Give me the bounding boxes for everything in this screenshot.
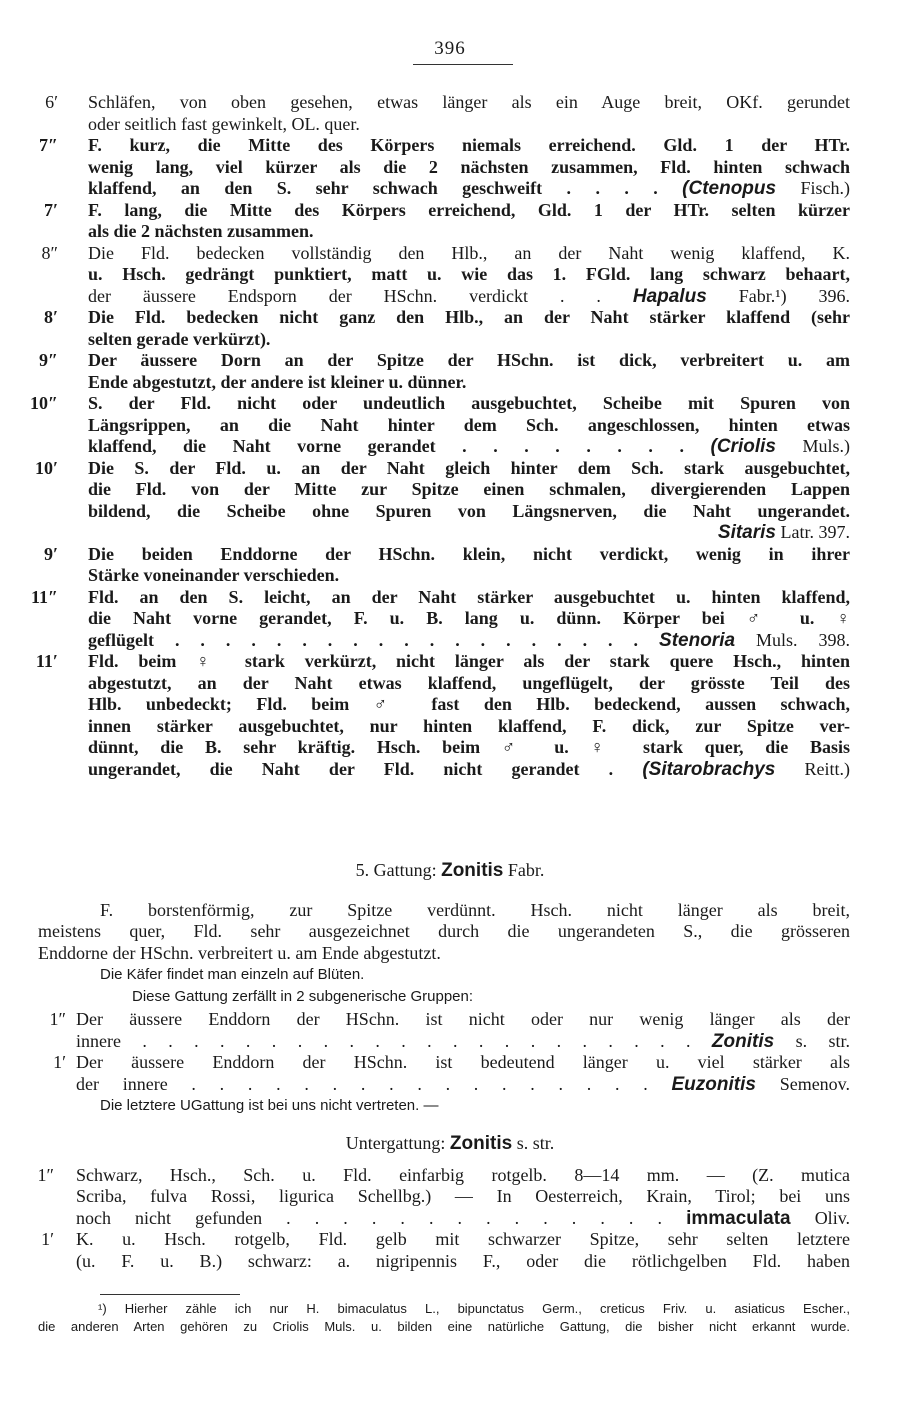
entry-line: F. kurz, die Mitte des Körpers niemals erreichend. Gld. 1 der HTr. <box>88 135 850 155</box>
footnote-line: ¹) Hierher zähle ich nur H. bimaculatus L., bipunctatus Germ., creticus Friv. u. asiaticus Escher., <box>98 1301 850 1316</box>
genus-name: Euzonitis <box>671 1073 756 1095</box>
couplet-number: 7′ <box>43 199 58 220</box>
entry-line: Der äussere Enddorn der HSchn. ist nicht oder nur wenig länger als der <box>76 1009 850 1029</box>
genus-name: Stenoria <box>659 629 736 651</box>
entry-line-with-taxon <box>88 759 850 781</box>
entry-line: S. der Fld. nicht oder undeutlich ausgebuchtet, Scheibe mit Spuren von <box>88 393 850 413</box>
taxon-author: Oliv. <box>814 1207 851 1228</box>
key-entry-11a <box>0 587 900 652</box>
entry-line: noch nicht gefunden . . . . . . . . . . . . . . <box>76 1207 662 1228</box>
key-entry-10a <box>0 393 900 458</box>
key-entry-7a <box>0 135 900 200</box>
entry-line: (u. F. u. B.) schwarz: a. nigripennis F., oder die rötlichgelben Fld. haben <box>76 1250 850 1271</box>
entry-line-with-taxon <box>88 178 850 200</box>
entry-line: oder seitlich fast gewinkelt, OL. quer. <box>88 113 360 134</box>
couplet-number: 9′ <box>43 543 58 564</box>
subgenus-entry-1b <box>0 1052 900 1095</box>
genus-name: Hapalus <box>632 285 707 307</box>
couplet-number: 10′ <box>34 457 58 478</box>
key-entry-11b <box>0 651 900 780</box>
entry-line: die Fld. von der Mitte zur Spitze einen schmalen, divergierenden Lappen <box>88 479 850 499</box>
entry-line-with-taxon <box>76 1208 850 1230</box>
entry-line: Scriba, fulva Rossi, ligurica Schellbg.) — In Oesterreich, Krain, Tirol; bei uns <box>76 1186 850 1206</box>
entry-line: abgestutzt, an der Naht etwas klaffend, ungeflügelt, der grösste Teil des <box>88 672 850 693</box>
entry-line: Der äussere Enddorn der HSchn. ist bedeutend länger u. viel stärker als <box>76 1052 850 1072</box>
genus-name: (Sitarobrachys <box>642 758 776 780</box>
couplet-number: 6′ <box>45 92 58 112</box>
key-entry-7b <box>0 200 900 243</box>
footnote-line: die anderen Arten gehören zu Criolis Muls. u. bilden eine natürliche Gattung, die bisher nicht erkannt wurde. <box>38 1319 850 1334</box>
description-line: Enddorne der HSchn. verbreitert u. am Ende abgestutzt. <box>38 942 441 963</box>
entry-line: u. Hsch. gedrängt punktiert, matt u. wie das 1. FGld. lang schwarz behaart, <box>88 264 850 284</box>
key-entry-6 <box>0 92 900 135</box>
entry-line: Längsrippen, an die Naht hinter dem Sch. angeschlossen, hinten etwas <box>88 414 850 435</box>
entry-line: Ende abgestutzt, der andere ist kleiner u. dünner. <box>88 371 467 392</box>
genus-name: Sitaris <box>717 522 776 543</box>
entry-line: klaffend, an den S. sehr schwach geschweift . . . . <box>88 178 658 198</box>
entry-line: K. u. Hsch. rotgelb, Fld. gelb mit schwarzer Spitze, sehr selten letztere <box>76 1229 850 1249</box>
taxon-author: Fisch.) <box>800 178 850 198</box>
section-genus: Zonitis <box>441 860 504 881</box>
entry-line: Stärke voneinander verschieden. <box>88 565 340 585</box>
key-entry-10b <box>0 458 900 544</box>
entry-line-with-taxon <box>88 436 850 458</box>
section-heading: 5. Gattung: Zonitis Fabr. <box>355 860 545 881</box>
entry-line: selten gerade verkürzt). <box>88 328 271 349</box>
entry-line: Schwarz, Hsch., Sch. u. Fld. einfarbig rotgelb. 8—14 mm. — (Z. mutica <box>76 1164 850 1185</box>
page-number: 396 <box>434 38 466 59</box>
genus-description <box>38 900 850 1008</box>
taxon-author: Muls.) <box>802 436 851 456</box>
genus-name: (Criolis <box>710 436 776 457</box>
entry-line: der innere . . . . . . . . . . . . . . . . . <box>76 1073 648 1094</box>
description-line: F. borstenförmig, zur Spitze verdünnt. Hsch. nicht länger als breit, <box>100 899 850 920</box>
couplet-number: 9″ <box>39 350 58 370</box>
entry-line: Die Fld. bedecken nicht ganz den Hlb., an der Naht stärker klaffend (sehr <box>88 307 850 327</box>
species-entry-1a <box>0 1165 900 1230</box>
couplet-number: 11″ <box>31 586 58 607</box>
taxon-author: s. str. <box>795 1030 850 1051</box>
subsection-genus: Zonitis <box>449 1133 513 1154</box>
couplet-number: 1′ <box>53 1052 66 1072</box>
couplet-number: 10″ <box>30 393 58 413</box>
couplet-number: 1″ <box>49 1009 66 1029</box>
genus-name: Zonitis <box>711 1030 775 1052</box>
note-line: Diese Gattung zerfällt in 2 subgenerische Gruppen: <box>132 987 474 1005</box>
description-line: meistens quer, Fld. sehr ausgezeichnet durch die ungerandeten S., die grösseren <box>38 921 850 941</box>
entry-line: dünnt, die B. sehr kräftig. Hsch. beim ♂ u. ♀ stark quer, die Basis <box>88 737 850 757</box>
taxon-author: Latr. 397. <box>780 522 850 542</box>
key-entry-8b <box>0 307 900 350</box>
key-entry-9a <box>0 350 900 393</box>
entry-line-with-taxon <box>88 630 850 652</box>
subgenus-section <box>0 1133 900 1272</box>
couplet-number: 1″ <box>37 1164 54 1185</box>
entry-line: Die S. der Fld. u. an der Naht gleich hinter dem Sch. stark ausgebuchtet, <box>88 457 850 478</box>
entry-line: geflügelt . . . . . . . . . . . . . . . . . . . <box>88 629 639 650</box>
entry-line: als die 2 nächsten zusammen. <box>88 221 314 241</box>
entry-line-with-taxon <box>76 1031 850 1053</box>
entry-line: bildend, die Scheibe ohne Spuren von Längsnerven, die Naht ungerandet. <box>88 500 850 521</box>
taxon-author: Fabr.¹) 396. <box>738 285 851 306</box>
entry-line: die Naht vorne gerandet, F. u. B. lang u. dünn. Körper bei ♂ u. ♀ <box>88 608 850 628</box>
key-entry-8a <box>0 243 900 308</box>
couplet-number: 1′ <box>41 1229 54 1249</box>
footnote-rule <box>100 1294 240 1295</box>
entry-line: Schläfen, von oben gesehen, etwas länger als ein Auge breit, OKf. gerundet <box>88 92 850 112</box>
subsection-heading: Untergattung: Zonitis s. str. <box>345 1133 555 1154</box>
footnote <box>38 1300 850 1336</box>
entry-line: Die beiden Enddorne der HSchn. klein, nicht verdickt, wenig in ihrer <box>88 543 850 564</box>
entry-line: Der äussere Dorn an der Spitze der HSchn. ist dick, verbreitert u. am <box>88 350 850 370</box>
entry-line: ungerandet, die Naht der Fld. nicht gerandet . <box>88 758 614 779</box>
key-entry-9b <box>0 544 900 587</box>
genus-section <box>0 860 900 1117</box>
taxon-author: Muls. 398. <box>756 629 851 650</box>
species-name: immaculata <box>686 1207 791 1229</box>
entry-line: wenig lang, viel kürzer als die 2 nächsten zusammen, Fld. hinten schwach <box>88 156 850 177</box>
note-line: Die Käfer findet man einzeln auf Blüten. <box>100 966 365 983</box>
couplet-number: 8″ <box>41 242 58 263</box>
entry-line: innen stärker ausgebuchtet, nur hinten klaffend, F. dick, zur Spitze ver- <box>88 715 850 736</box>
species-entry-1b <box>0 1229 900 1272</box>
couplet-number: 7″ <box>39 135 58 155</box>
subgenus-entry-1a <box>0 1009 900 1052</box>
genus-name: (Ctenopus <box>682 178 777 199</box>
entry-line: Fld. an den S. leicht, an der Naht stärker ausgebuchtet u. hinten klaffend, <box>88 586 850 607</box>
couplet-number: 11′ <box>35 651 58 671</box>
key-entries <box>0 92 900 780</box>
taxon-author: Semenov. <box>779 1073 851 1094</box>
taxon-line <box>88 522 850 544</box>
taxon-author: Reitt.) <box>804 758 851 779</box>
entry-line: Die Fld. bedecken vollständig den Hlb., an der Naht wenig klaffend, K. <box>88 242 850 263</box>
entry-line-with-taxon <box>88 286 850 308</box>
page-number-rule <box>413 64 513 65</box>
entry-line: Fld. beim ♀ stark verkürzt, nicht länger als der stark quere Hsch., hinten <box>88 651 850 671</box>
entry-line: Hlb. unbedeckt; Fld. beim ♂ fast den Hlb. bedeckend, aussen schwach, <box>88 694 850 714</box>
entry-line: der äussere Endsporn der HSchn. verdickt . . <box>88 285 601 306</box>
entry-line: F. lang, die Mitte des Körpers erreichend, Gld. 1 der HTr. selten kürzer <box>88 199 850 220</box>
entry-line: klaffend, die Naht vorne gerandet . . . . . . . . <box>88 436 684 456</box>
entry-line-with-taxon <box>76 1074 850 1096</box>
note-line: Die letztere UGattung ist bei uns nicht vertreten. — <box>100 1097 439 1114</box>
couplet-number: 8′ <box>43 307 58 327</box>
entry-line: innere . . . . . . . . . . . . . . . . . . . . . . <box>76 1030 691 1051</box>
